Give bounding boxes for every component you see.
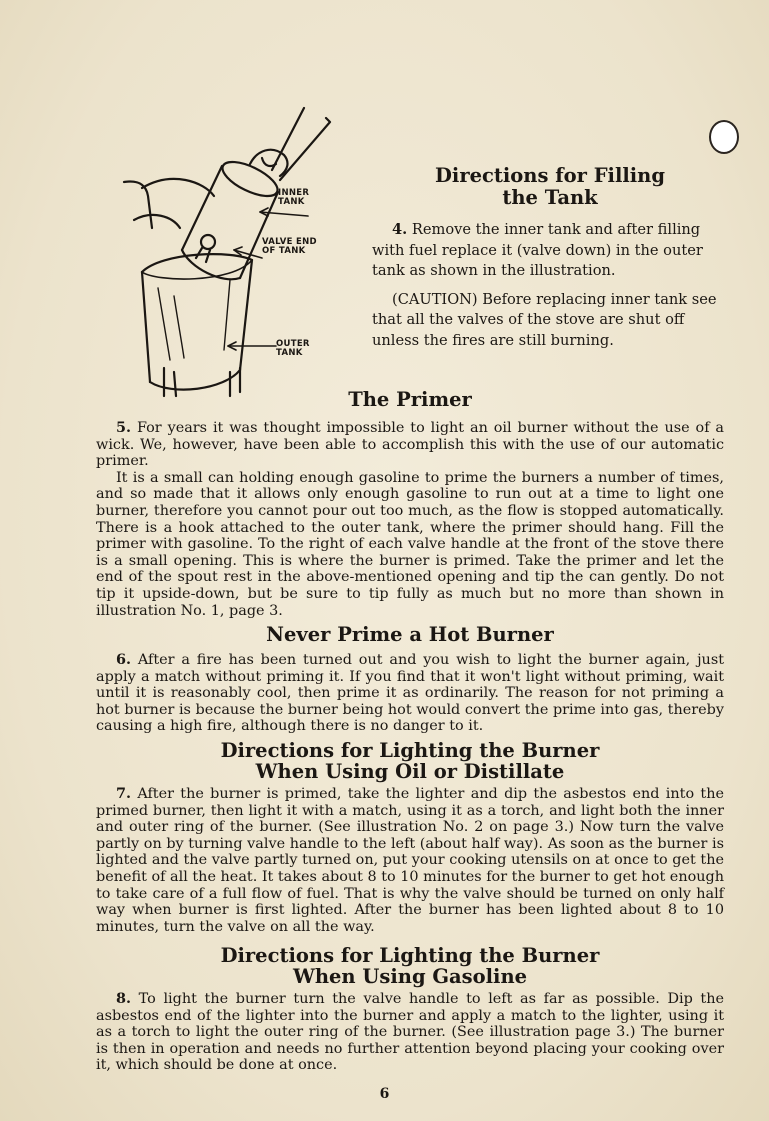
paragraph-6-text: After a fire has been turned out and you wish to light the burner again, just apply a match without priming it. If you find that it won't light without priming, wait until it is reasonably cool, then prime it as ordinarily. The reason for not priming a hot burner is because the burner being hot would convert the prime into gas, thereby causing a high fire, although there is no danger to it. <box>96 652 724 735</box>
label-valve-end: VALVE END OF TANK <box>262 237 317 256</box>
section-primer <box>96 389 724 619</box>
heading-filling-line2: the Tank <box>502 186 598 209</box>
heading-primer: The Primer <box>348 388 472 411</box>
punch-hole <box>709 120 739 154</box>
paragraph-7-text: After the burner is primed, take the lighter and dip the asbestos end into the primed burner, then light it with a match, using it as a torch, and light both the inner and outer ring of the burner. (See illustration No. 2 on page 3.) Now turn the valve partly on by turning valve handle to the left (about half way). As soon as the burner is lighted and the valve partly turned on, put your cooking utensils on at once to get the benefit of all the heat. It takes about 8 to 10 minutes for the burner to get hot enough to take care of a full flow of fuel. That is why the valve should be turned on only half way when burner is first lighted. After the burner has been lighted about 8 to 10 minutes, turn the valve on all the way. <box>96 786 724 935</box>
heading-lighting-oil-line1: Directions for Lighting the Burner <box>220 739 600 762</box>
heading-lighting-oil-line2: When Using Oil or Distillate <box>255 760 565 783</box>
paragraph-5-number: 5. <box>116 419 132 436</box>
label-inner-tank: INNER TANK <box>278 188 310 207</box>
caution-paragraph: (CAUTION) Before replacing inner tank see that all the valves of the stove are shut off unless the fires are still burning. <box>372 290 717 349</box>
paragraph-6-number: 6. <box>116 651 132 668</box>
paragraph-4-number: 4. <box>392 221 408 238</box>
paragraph-8-text: To light the burner turn the valve handle to left as far as possible. Dip the asbestos end of the lighter into the burner and apply a match to the lighter, using it as a torch to light the outer ring of the burner. (See illustration page 3.) The burner is then in operation and needs no further attention beyond placing your cooking over it, which should be done at once. <box>96 991 725 1074</box>
heading-lighting-gasoline-line2: When Using Gasoline <box>292 965 528 988</box>
paragraph-7-number: 7. <box>116 785 132 802</box>
paragraph-7 <box>96 786 724 935</box>
tank-illustration <box>112 100 344 400</box>
paragraph-8-number: 8. <box>116 990 132 1007</box>
section-never-prime <box>96 624 724 735</box>
label-outer-tank: OUTER TANK <box>276 339 310 358</box>
paragraph-4 <box>372 220 728 282</box>
section-lighting-gasoline <box>96 945 724 1074</box>
section-lighting-oil <box>96 740 724 935</box>
paragraph-5-text: For years it was thought impossible to light an oil burner without the use of a wick. We, however, have been able to accomplish this with the use of our automatic primer. <box>96 420 724 470</box>
heading-lighting-oil <box>96 740 724 782</box>
heading-lighting-gasoline <box>96 945 724 987</box>
heading-filling-line1: Directions for Filling <box>435 164 665 187</box>
paragraph-4-text: Remove the inner tank and after filling with fuel replace it (valve down) in the outer tank as shown in the illustration. <box>372 221 703 279</box>
heading-filling <box>372 165 728 209</box>
paragraph-5 <box>96 420 724 470</box>
paragraph-6 <box>96 652 724 735</box>
paragraph-5b: It is a small can holding enough gasoline to prime the burners a number of times, and so made that it allows only enough gasoline to run out at a time to light one burner, therefore you cannot pour out too much, as the flow is stopped automatically. There is a hook attached to the outer tank, where the primer should hang. Fill the primer with gasoline. To the right of each valve handle at the front of the stove there is a small opening. This is where the burner is primed. Take the primer and let the end of the spout rest in the above-mentioned opening and tip the can gently. Do not tip it upside-down, but be sure to tip fully as much but no more than shown in illustration No. 1, page 3. <box>96 469 724 619</box>
page-number: 6 <box>379 1086 390 1102</box>
section-filling <box>372 165 728 351</box>
heading-never-prime: Never Prime a Hot Burner <box>266 623 554 646</box>
paragraph-8 <box>96 991 724 1074</box>
heading-lighting-gasoline-line1: Directions for Lighting the Burner <box>220 944 600 967</box>
